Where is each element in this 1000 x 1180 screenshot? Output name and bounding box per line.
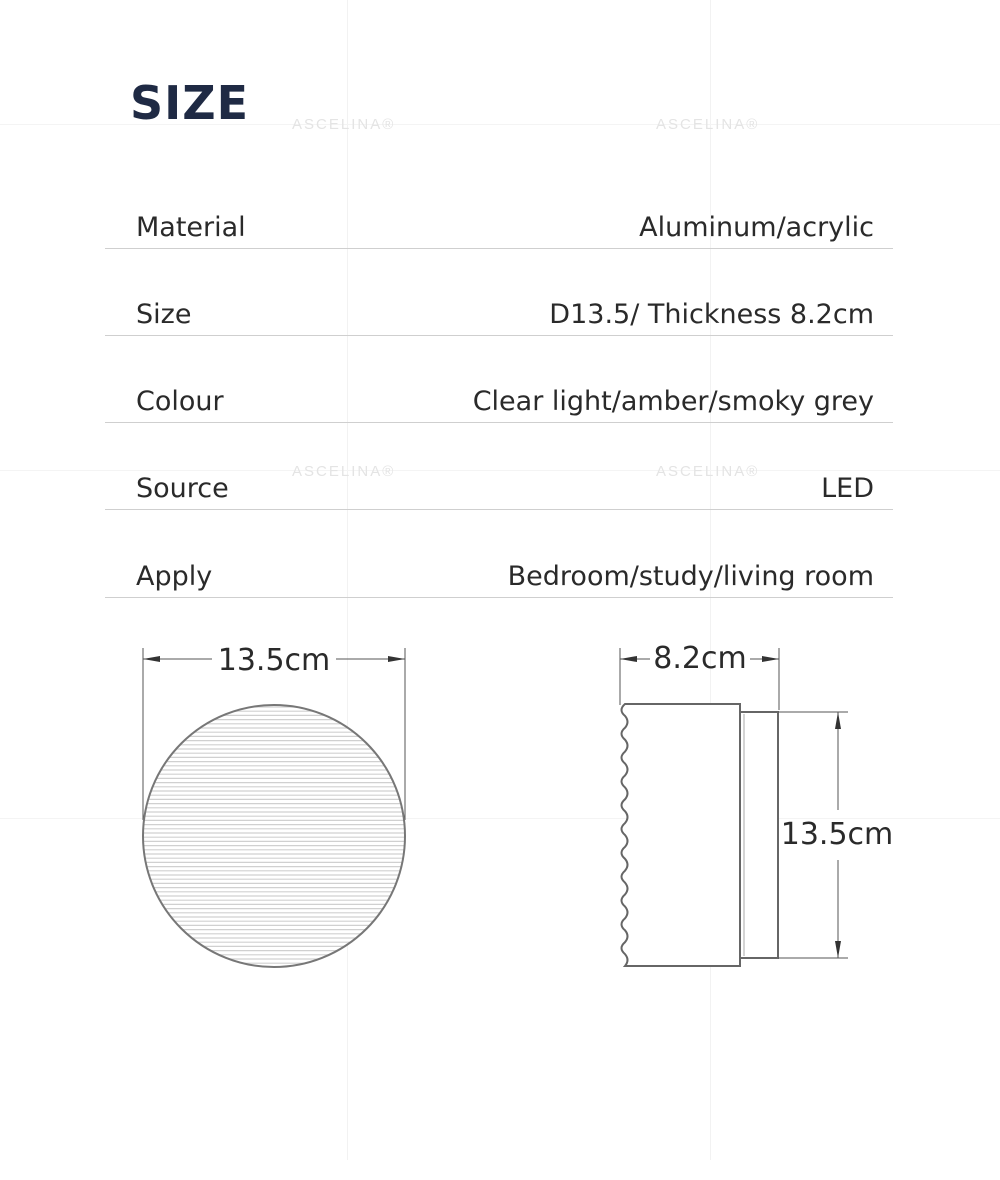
spec-row-apply	[105, 557, 893, 598]
page-title: SIZE	[130, 76, 250, 130]
spec-value: LED	[821, 473, 874, 504]
side-thickness-label: 8.2cm	[653, 641, 747, 676]
arrow-right-icon	[762, 656, 779, 662]
arrow-up-icon	[835, 712, 841, 729]
watermark: ASCELINA®	[292, 463, 396, 480]
spec-row-source	[105, 469, 893, 510]
watermark: ASCELINA®	[656, 463, 760, 480]
side-height-label: 13.5cm	[780, 817, 894, 852]
arrow-down-icon	[835, 941, 841, 958]
dimension-drawing	[0, 610, 1000, 990]
arrow-right-icon	[388, 656, 405, 662]
front-view	[140, 643, 410, 967]
back-plate	[740, 712, 778, 958]
spec-label: Apply	[136, 561, 213, 592]
side-view	[620, 641, 893, 966]
spec-value: Bedroom/study/living room	[507, 561, 874, 592]
spec-row-material	[105, 208, 893, 249]
spec-row-size	[105, 295, 893, 336]
spec-label: Material	[136, 212, 246, 243]
spec-label: Size	[136, 299, 192, 330]
watermark: ASCELINA®	[656, 116, 760, 133]
spec-value: Clear light/amber/smoky grey	[472, 386, 874, 417]
side-body	[622, 704, 741, 966]
spec-label: Source	[136, 473, 229, 504]
arrow-left-icon	[620, 656, 637, 662]
spec-row-colour	[105, 382, 893, 423]
spec-label: Colour	[136, 386, 224, 417]
watermark: ASCELINA®	[292, 116, 396, 133]
front-diameter-label: 13.5cm	[217, 643, 331, 678]
spec-value: D13.5/ Thickness 8.2cm	[549, 299, 874, 330]
arrow-left-icon	[143, 656, 160, 662]
spec-value: Aluminum/acrylic	[639, 212, 874, 243]
